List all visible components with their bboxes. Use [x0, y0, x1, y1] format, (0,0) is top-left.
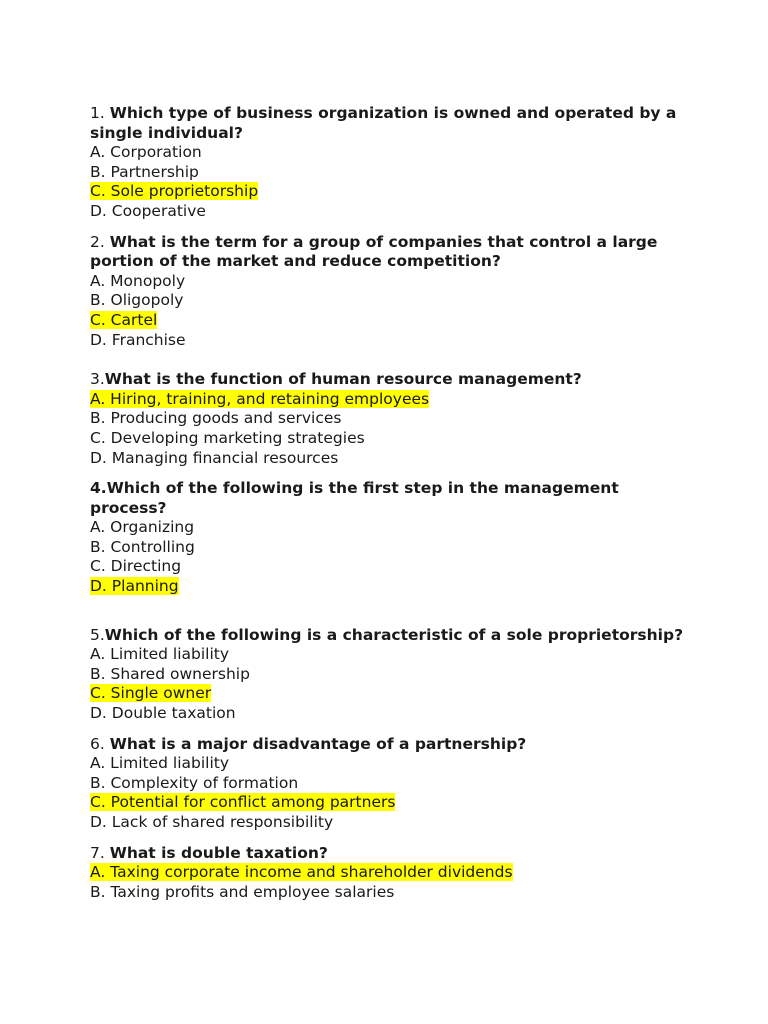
question-number: 1.: [90, 104, 110, 122]
question-1-text: [90, 104, 690, 143]
option-a-answer: [90, 390, 690, 410]
question-number: 7.: [90, 843, 110, 862]
option-d-answer: [90, 577, 690, 597]
option-c-answer: [90, 684, 690, 704]
option-b: B. Partnership: [90, 162, 199, 181]
option-c-answer: [90, 793, 690, 813]
option-a: A. Corporation: [90, 143, 202, 162]
question-prompt: Which of the following is a characteristic of a sole proprietorship?: [104, 625, 684, 644]
option-d: D. Cooperative: [90, 201, 206, 220]
option-a: A. Limited liability: [90, 645, 230, 664]
question-2-text: [90, 233, 690, 272]
option-b: B. Complexity of formation: [90, 773, 299, 792]
option-b: B. Shared ownership: [90, 664, 250, 683]
answer-highlight: C. Single owner: [90, 684, 212, 703]
question-number: 5.: [90, 625, 105, 644]
question-1: [90, 104, 690, 222]
question-3-text: [90, 370, 690, 390]
answer-highlight: C. Potential for conflict among partners: [90, 793, 396, 812]
question-prompt: What is the function of human resource management?: [104, 370, 582, 389]
option-a-answer: [90, 863, 690, 883]
answer-highlight: C. Cartel: [90, 310, 158, 329]
question-prompt: Which type of business organization is owned and operated by a single individual?: [90, 104, 677, 142]
question-2: [90, 233, 690, 351]
question-4-text: [90, 479, 690, 518]
option-d: D. Managing financial resources: [90, 448, 339, 467]
question-5-text: [90, 626, 690, 646]
question-7: [90, 844, 690, 903]
question-6-text: [90, 735, 690, 755]
question-number: 2.: [90, 232, 110, 251]
question-3: [90, 370, 690, 468]
option-d: D. Double taxation: [90, 704, 236, 723]
option-c-answer: [90, 182, 690, 202]
answer-highlight: A. Taxing corporate income and shareholder dividends: [90, 863, 513, 882]
option-a: A. Organizing: [90, 518, 195, 537]
option-d: D. Lack of shared responsibility: [90, 813, 334, 831]
question-prompt: What is double taxation?: [109, 843, 328, 862]
question-6: [90, 735, 690, 833]
option-a: A. Limited liability: [90, 754, 230, 773]
answer-highlight: A. Hiring, training, and retaining employees: [90, 389, 430, 408]
option-b: B. Controlling: [90, 537, 195, 556]
answer-highlight: D. Planning: [90, 577, 179, 596]
answer-highlight: C. Sole proprietorship: [90, 182, 259, 201]
question-7-text: [90, 844, 690, 864]
question-4: [90, 479, 690, 597]
option-d: D. Franchise: [90, 330, 186, 349]
question-number: 4.: [90, 479, 107, 498]
option-b: B. Oligopoly: [90, 291, 184, 310]
question-number: 3.: [90, 370, 105, 389]
question-prompt: What is the term for a group of companies that control a large portion of the market and reduce competition?: [90, 232, 658, 271]
option-b: B. Producing goods and services: [90, 409, 342, 428]
question-prompt: What is a major disadvantage of a partnership?: [109, 734, 527, 753]
option-a: A. Monopoly: [90, 271, 186, 290]
question-5: [90, 626, 690, 724]
option-c-answer: [90, 311, 690, 331]
quiz-document: [90, 104, 690, 902]
option-b: B. Taxing profits and employee salaries: [90, 882, 395, 901]
option-c: C. Directing: [90, 557, 182, 576]
question-prompt: Which of the following is the first step in the management process?: [90, 479, 619, 517]
question-number: 6.: [90, 734, 110, 753]
option-c: C. Developing marketing strategies: [90, 428, 365, 447]
